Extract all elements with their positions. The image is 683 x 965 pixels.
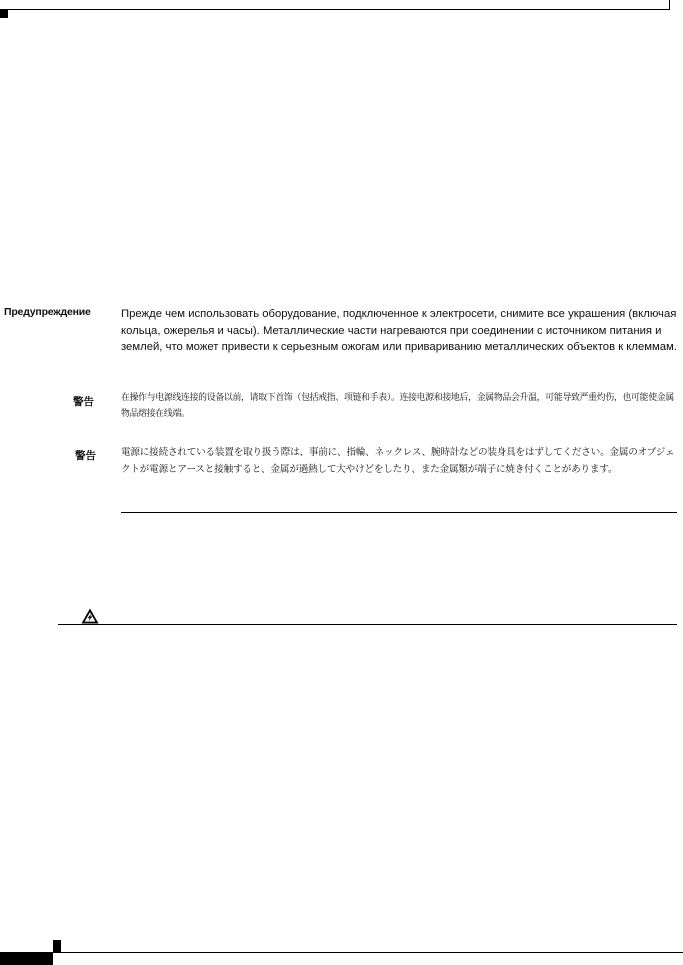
header-marker-block bbox=[0, 10, 8, 18]
warning-text-russian: Прежде чем использовать оборудование, подключенное к электросети, снимите все украшения (включая кольца, ожерелья и часы). Металлические части нагреваются при соединении с источником питания и землей, что может привести к серьезным ожогам или привариванию металлических объектов к клеммам. bbox=[121, 308, 677, 354]
header-corner-tick bbox=[669, 0, 670, 10]
header-rule bbox=[0, 9, 670, 10]
footer-marker-block bbox=[0, 952, 53, 965]
warning-text-japanese: 電源に接続されている装置を取り扱う際は、事前に、指輪、ネックレス、腕時計などの装身具をはずしてください。金属のオブジェクトが電源とアースと接触すると、金属が過熱して大やけどをしたり、また金属類が端子に焼き付くことがあります。 bbox=[121, 447, 675, 476]
footer-rule bbox=[0, 952, 683, 953]
warning-label-japanese: 警告 bbox=[75, 450, 96, 462]
warning-text-chinese: 在操作与电源线连接的设备以前，请取下首饰（包括戒指、项链和手表）。连接电源和接地后，金属物品会升温，可能导致严重灼伤，也可能使金属物品熔接在线端。 bbox=[121, 393, 674, 419]
warning-label-russian: Предупреждение bbox=[4, 306, 91, 318]
section-end-rule bbox=[121, 512, 677, 513]
footer-marker-tick bbox=[53, 940, 61, 952]
warning-divider-rule bbox=[58, 624, 677, 625]
warning-label-chinese: 警告 bbox=[73, 396, 94, 408]
warning-triangle-icon bbox=[81, 608, 99, 624]
